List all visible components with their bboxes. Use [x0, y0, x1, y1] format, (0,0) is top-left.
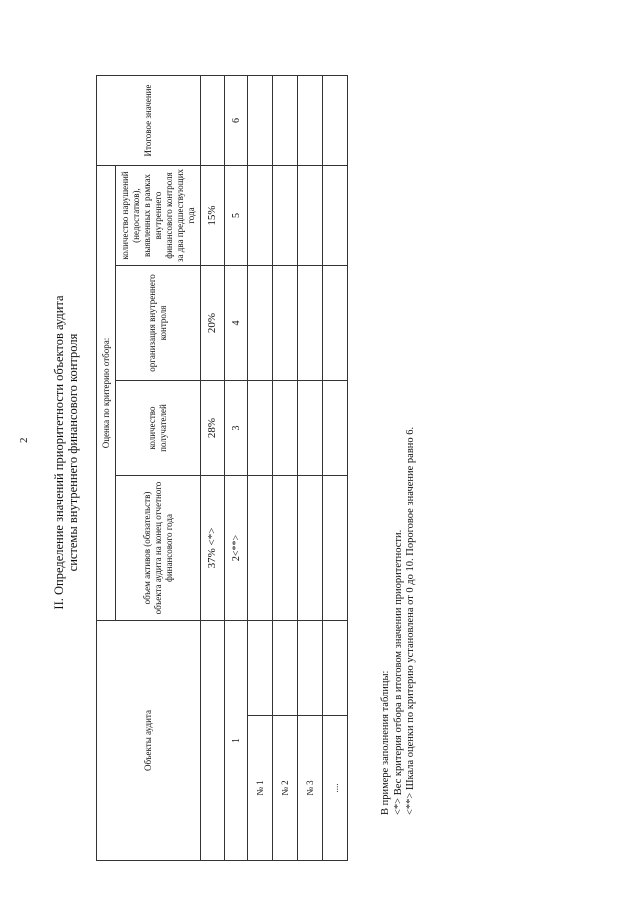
weight-cell: 20% — [201, 266, 225, 381]
criterion-recipients: количество получателей — [116, 381, 201, 476]
number-cell: 3 — [225, 381, 248, 476]
title-line-2: системы внутреннего финансового контроля — [66, 333, 80, 572]
number-cell: 6 — [225, 76, 248, 166]
page-title — [52, 0, 80, 905]
table-row — [248, 76, 273, 861]
header-row-1 — [97, 76, 116, 861]
criterion-assets: объем активов (обязательств) объекта аудита на конец отчетного финансового года — [116, 476, 201, 621]
number-cell: 5 — [225, 166, 248, 266]
table-row — [323, 76, 348, 861]
title-line-1: II. Определение значений приоритетности объектов аудита — [52, 295, 66, 610]
priority-table — [96, 75, 348, 861]
note-intro: В примере заполнения таблицы: — [380, 670, 391, 815]
note-weight: <*> Вес критерия отбора в итоговом значении приоритетности. — [392, 529, 404, 815]
row-label: .... — [323, 716, 348, 861]
number-cell: 1 — [225, 621, 248, 861]
weight-cell: 28% — [201, 381, 225, 476]
footnotes — [380, 427, 418, 815]
table-row — [298, 76, 323, 861]
number-cell: 2<**> — [225, 476, 248, 621]
number-cell: 4 — [225, 266, 248, 381]
table-row — [273, 76, 298, 861]
criterion-violations: количество нарушений (недостатков), выявленных в рамках внутреннего финансового контроля за два предшествующих года — [116, 166, 201, 266]
header-final-value: Итоговое значение — [97, 76, 201, 166]
note-scale: <**> Шкала оценки по критерию установлена от 0 до 10. Пороговое значение равно 6. — [405, 426, 416, 815]
criterion-internal-control: организация внутреннего контроля — [116, 266, 201, 381]
weights-row — [201, 76, 225, 861]
row-label: № 3 — [298, 716, 323, 861]
page-number: 2 — [18, 437, 30, 443]
row-label: № 2 — [273, 716, 298, 861]
weight-cell: 15% — [201, 166, 225, 266]
header-criteria-group: Оценка по критерию отбора: — [97, 166, 116, 621]
row-label: № 1 — [248, 716, 273, 861]
numbering-row — [225, 76, 248, 861]
weight-cell: 37% <*> — [201, 476, 225, 621]
header-objects: Объекты аудита — [97, 621, 201, 861]
